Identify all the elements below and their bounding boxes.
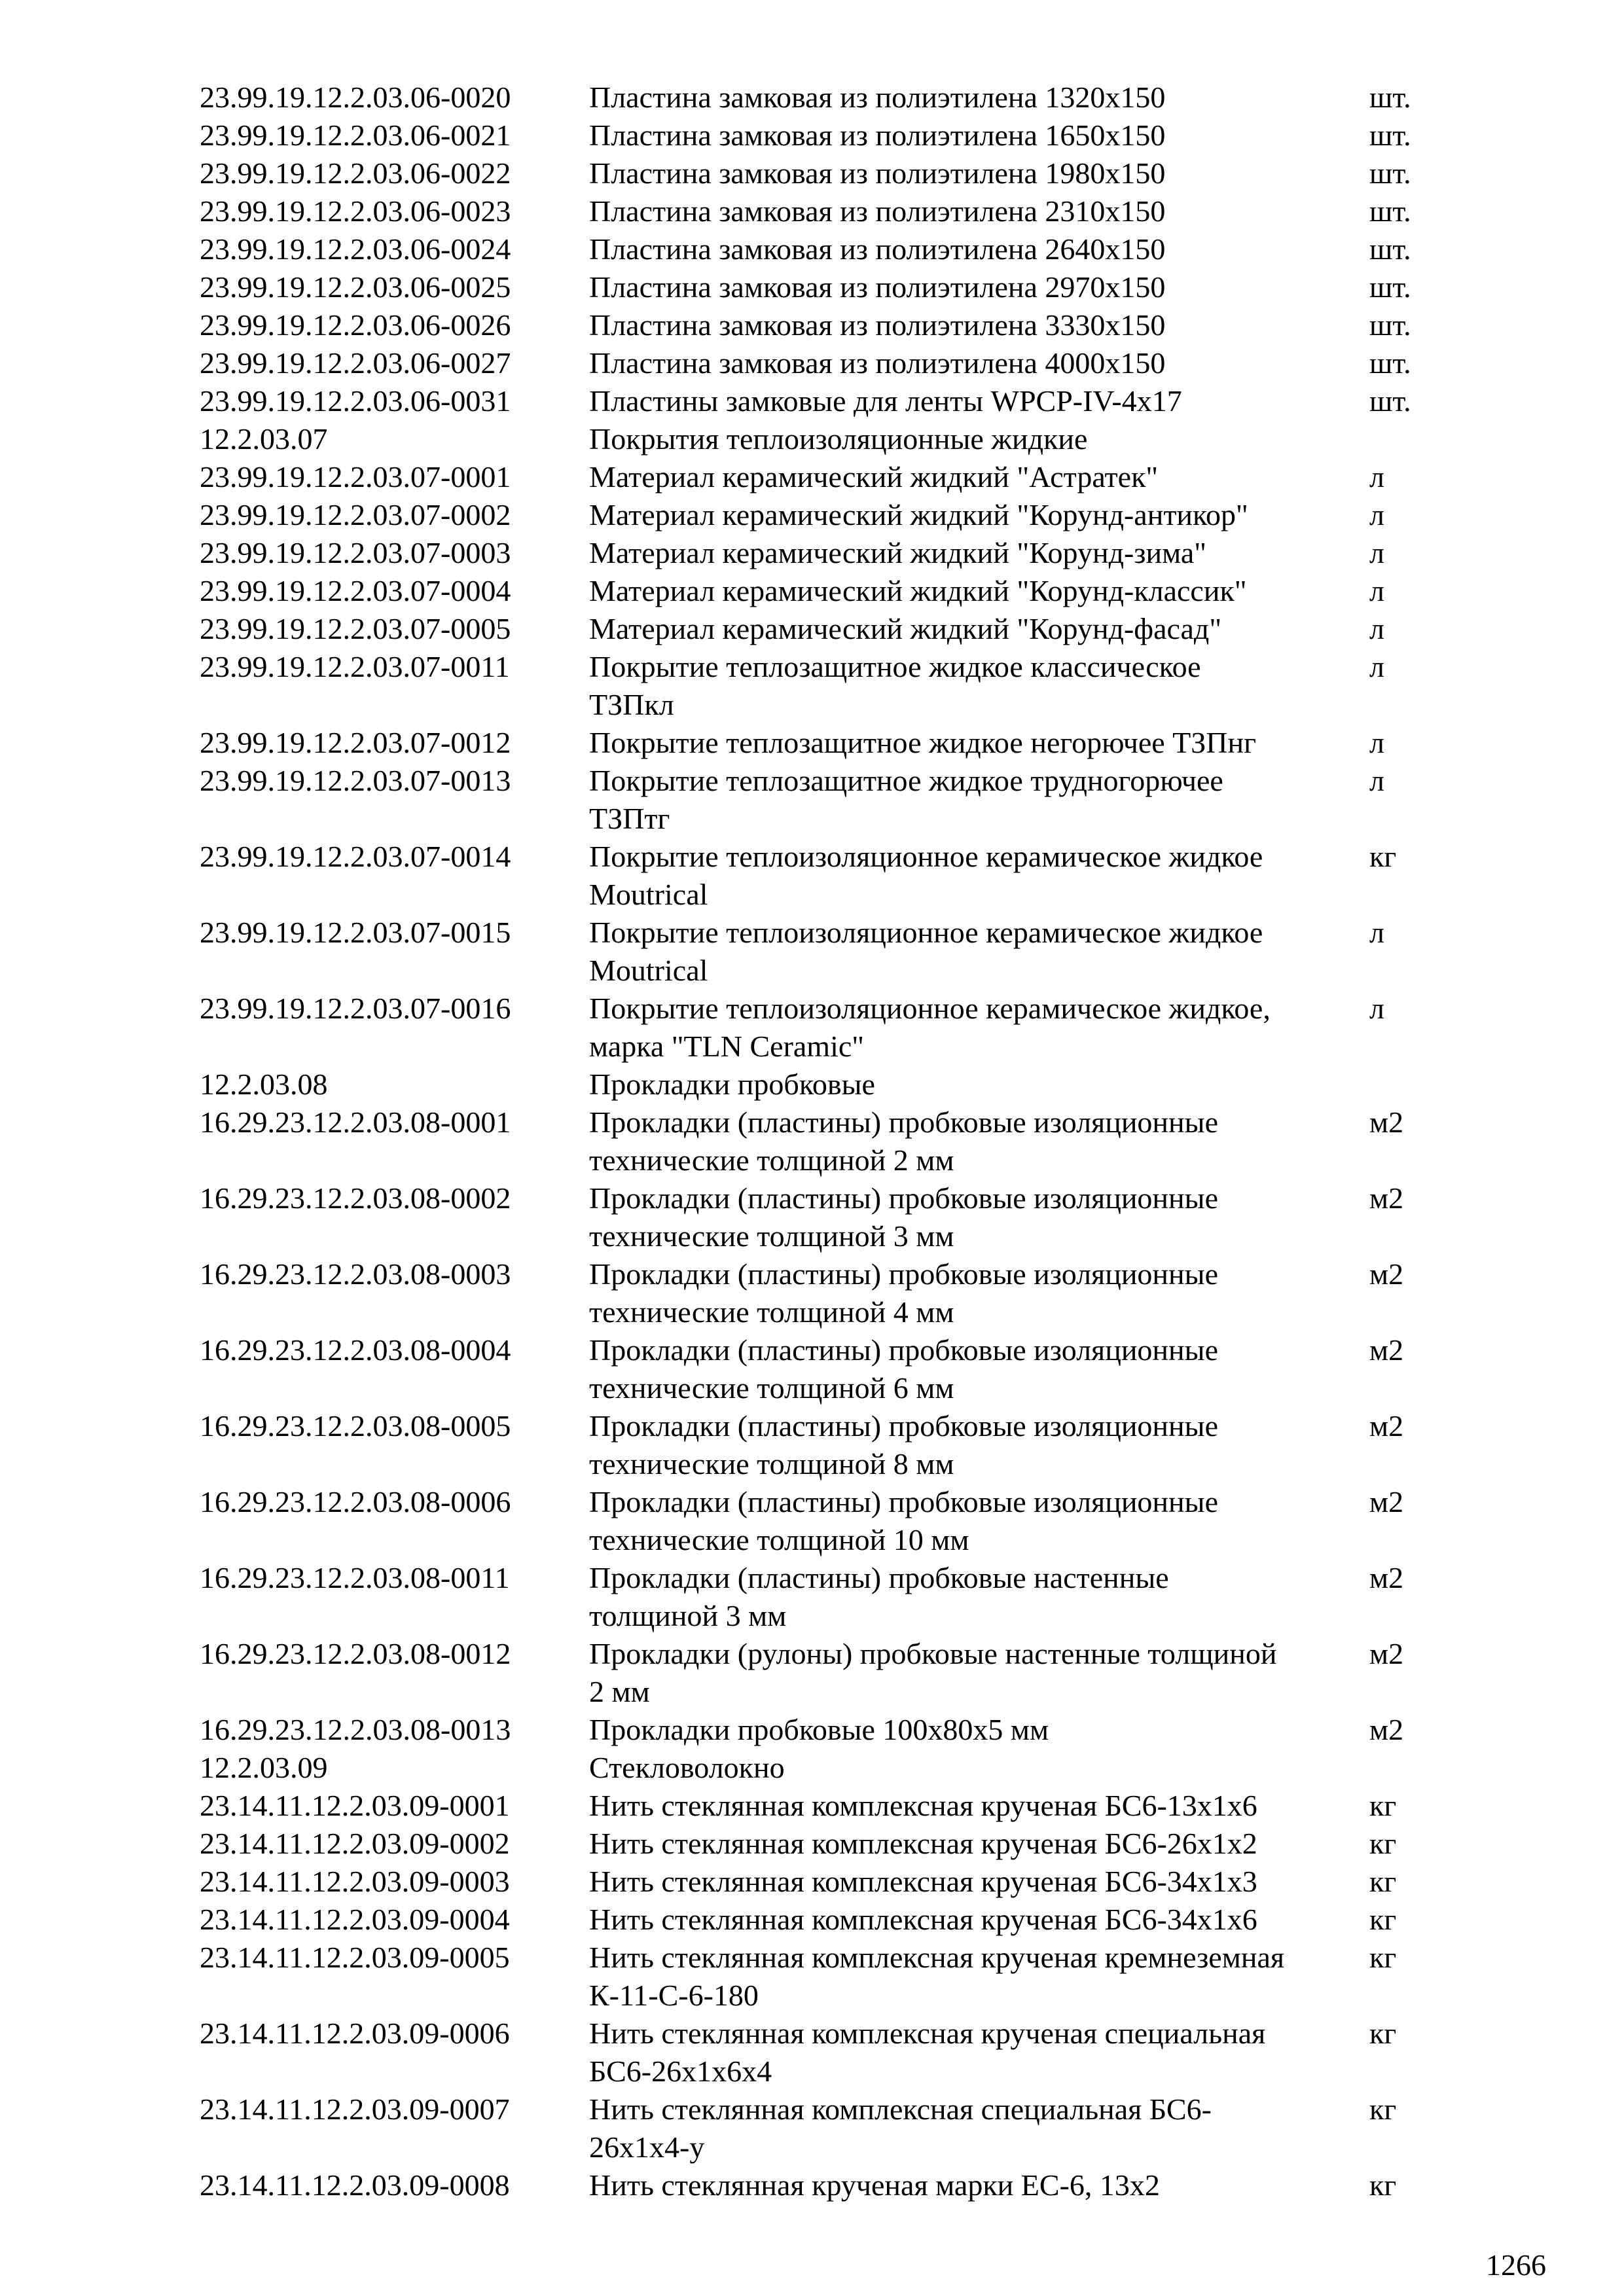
resource-code: 23.14.11.12.2.03.09-0007 bbox=[200, 2092, 510, 2126]
resource-code: 12.2.03.07 bbox=[200, 422, 328, 456]
resource-name bbox=[589, 344, 1362, 382]
resource-code: 23.99.19.12.2.03.07-0005 bbox=[200, 612, 511, 645]
resource-name bbox=[589, 1635, 1362, 1711]
unit-of-measure: л bbox=[1369, 612, 1384, 645]
table-row bbox=[200, 192, 1443, 230]
resource-name-line: Нить стеклянная комплексная крученая БС6-34х1х6 bbox=[589, 1903, 1257, 1936]
resource-code: 16.29.23.12.2.03.08-0006 bbox=[200, 1485, 511, 1518]
resource-code: 23.99.19.12.2.03.07-0004 bbox=[200, 574, 511, 607]
resource-name bbox=[589, 230, 1362, 268]
resource-name bbox=[589, 1066, 1362, 1103]
unit-of-measure: м2 bbox=[1369, 1257, 1404, 1291]
resource-name bbox=[589, 2090, 1362, 2166]
resource-code: 16.29.23.12.2.03.08-0003 bbox=[200, 1257, 511, 1291]
resource-code: 23.99.19.12.2.03.06-0024 bbox=[200, 232, 511, 266]
table-row bbox=[200, 572, 1443, 610]
resource-name bbox=[589, 534, 1362, 572]
resource-name-line: Прокладки (пластины) пробковые настенные bbox=[589, 1561, 1169, 1594]
table-row bbox=[200, 154, 1443, 192]
resource-name-line: Стекловолокно bbox=[589, 1751, 785, 1784]
resource-name-line: Нить стеклянная комплексная крученая БС6-34х1х3 bbox=[589, 1865, 1257, 1898]
resource-name bbox=[589, 306, 1362, 344]
unit-of-measure: кг bbox=[1369, 1941, 1397, 1974]
resource-name-line: Покрытие теплоизоляционное керамическое жидкое, bbox=[589, 992, 1271, 1025]
table-row bbox=[200, 990, 1443, 1066]
table-row bbox=[200, 1483, 1443, 1559]
unit-of-measure: м2 bbox=[1369, 1561, 1404, 1594]
resource-name-line: Прокладки (пластины) пробковые изоляционные bbox=[589, 1181, 1218, 1215]
resource-name-line: Пластины замковые для ленты WPCP-IV-4x17 bbox=[589, 384, 1182, 418]
resource-name bbox=[589, 724, 1362, 762]
resource-code: 12.2.03.08 bbox=[200, 1067, 328, 1101]
resource-name-line: толщиной 3 мм bbox=[589, 1599, 787, 1632]
resource-code: 23.99.19.12.2.03.07-0014 bbox=[200, 840, 511, 873]
resource-name-line: марка "TLN Ceramic" bbox=[589, 1030, 865, 1063]
unit-of-measure: л bbox=[1369, 650, 1384, 683]
unit-of-measure: м2 bbox=[1369, 1333, 1404, 1367]
unit-of-measure: шт. bbox=[1369, 156, 1411, 190]
resource-name-line: Покрытие теплоизоляционное керамическое жидкое bbox=[589, 840, 1263, 873]
unit-of-measure: м2 bbox=[1369, 1105, 1404, 1139]
unit-of-measure: л bbox=[1369, 916, 1384, 949]
resource-name bbox=[589, 1255, 1362, 1331]
table-row bbox=[200, 1711, 1443, 1749]
resource-code: 16.29.23.12.2.03.08-0013 bbox=[200, 1713, 511, 1746]
table-row bbox=[200, 458, 1443, 496]
unit-of-measure: м2 bbox=[1369, 1637, 1404, 1670]
resource-name-line: Пластина замковая из полиэтилена 1980х150 bbox=[589, 156, 1166, 190]
resource-code: 23.99.19.12.2.03.06-0025 bbox=[200, 270, 511, 304]
table-row bbox=[200, 1255, 1443, 1331]
table-row bbox=[200, 2166, 1443, 2204]
resource-name-line: Пластина замковая из полиэтилена 2310х150 bbox=[589, 194, 1166, 228]
resource-code: 23.99.19.12.2.03.07-0015 bbox=[200, 916, 511, 949]
resource-code: 23.14.11.12.2.03.09-0001 bbox=[200, 1789, 510, 1822]
resource-code: 23.14.11.12.2.03.09-0002 bbox=[200, 1827, 510, 1860]
table-row bbox=[200, 534, 1443, 572]
resource-code: 23.99.19.12.2.03.06-0031 bbox=[200, 384, 511, 418]
resource-name bbox=[589, 79, 1362, 117]
table-row bbox=[200, 1901, 1443, 1939]
resource-name-line: Пластина замковая из полиэтилена 1320х150 bbox=[589, 81, 1166, 114]
resource-name-line: Прокладки (пластины) пробковые изоляционные bbox=[589, 1333, 1218, 1367]
resource-name bbox=[589, 1483, 1362, 1559]
resource-code: 12.2.03.09 bbox=[200, 1751, 328, 1784]
resource-name bbox=[589, 382, 1362, 420]
resource-name-line: Материал керамический жидкий "Корунд-классик" bbox=[589, 574, 1247, 607]
resource-name-line: Прокладки пробковые 100х80х5 мм bbox=[589, 1713, 1049, 1746]
resource-code: 23.99.19.12.2.03.06-0023 bbox=[200, 194, 511, 228]
resource-name-line: 26х1х4-у bbox=[589, 2130, 705, 2164]
table-row bbox=[200, 230, 1443, 268]
unit-of-measure: л bbox=[1369, 764, 1384, 797]
resource-code: 23.14.11.12.2.03.09-0008 bbox=[200, 2168, 510, 2202]
table-row bbox=[200, 1939, 1443, 2015]
resource-code: 23.99.19.12.2.03.07-0001 bbox=[200, 460, 511, 493]
resource-name-line: Нить стеклянная комплексная крученая БС6-26х1х2 bbox=[589, 1827, 1257, 1860]
unit-of-measure: кг bbox=[1369, 1903, 1397, 1936]
resource-name bbox=[589, 1407, 1362, 1483]
resource-name bbox=[589, 1749, 1362, 1787]
resource-table bbox=[200, 79, 1443, 2204]
resource-name-line: Нить стеклянная комплексная крученая БС6-13х1х6 bbox=[589, 1789, 1257, 1822]
table-row bbox=[200, 496, 1443, 534]
table-row bbox=[200, 2090, 1443, 2166]
unit-of-measure: м2 bbox=[1369, 1181, 1404, 1215]
table-row bbox=[200, 762, 1443, 838]
resource-name bbox=[589, 1711, 1362, 1749]
unit-of-measure: кг bbox=[1369, 2092, 1397, 2126]
unit-of-measure: кг bbox=[1369, 1789, 1397, 1822]
resource-code: 23.99.19.12.2.03.06-0022 bbox=[200, 156, 511, 190]
resource-name-line: Материал керамический жидкий "Корунд-антикор" bbox=[589, 498, 1248, 531]
resource-name-line: технические толщиной 4 мм bbox=[589, 1295, 954, 1329]
resource-name-line: технические толщиной 8 мм bbox=[589, 1447, 954, 1480]
unit-of-measure: кг bbox=[1369, 1865, 1397, 1898]
resource-name-line: Пластина замковая из полиэтилена 4000х150 bbox=[589, 346, 1166, 380]
table-row bbox=[200, 382, 1443, 420]
unit-of-measure: кг bbox=[1369, 2017, 1397, 2050]
resource-name-line: Нить стеклянная комплексная специальная БС6- bbox=[589, 2092, 1212, 2126]
unit-of-measure: л bbox=[1369, 574, 1384, 607]
resource-name-line: Покрытие теплозащитное жидкое трудногорючее bbox=[589, 764, 1223, 797]
unit-of-measure: кг bbox=[1369, 2168, 1397, 2202]
table-row bbox=[200, 1331, 1443, 1407]
resource-name-line: ТЗПтг bbox=[589, 802, 670, 835]
resource-name-line: ТЗПкл bbox=[589, 688, 674, 721]
table-row bbox=[200, 648, 1443, 724]
resource-code: 23.99.19.12.2.03.07-0002 bbox=[200, 498, 511, 531]
resource-name-line: Moutrical bbox=[589, 878, 708, 911]
resource-name bbox=[589, 838, 1362, 914]
unit-of-measure: шт. bbox=[1369, 81, 1411, 114]
unit-of-measure: м2 bbox=[1369, 1409, 1404, 1443]
unit-of-measure: м2 bbox=[1369, 1713, 1404, 1746]
table-row bbox=[200, 1179, 1443, 1255]
unit-of-measure: шт. bbox=[1369, 346, 1411, 380]
table-row bbox=[200, 724, 1443, 762]
table-row bbox=[200, 1825, 1443, 1863]
unit-of-measure: м2 bbox=[1369, 1485, 1404, 1518]
resource-name-line: технические толщиной 2 мм bbox=[589, 1143, 954, 1177]
resource-code: 16.29.23.12.2.03.08-0001 bbox=[200, 1105, 511, 1139]
resource-name-line: Покрытие теплозащитное жидкое классическое bbox=[589, 650, 1201, 683]
resource-name bbox=[589, 420, 1362, 458]
resource-name bbox=[589, 1331, 1362, 1407]
unit-of-measure: шт. bbox=[1369, 270, 1411, 304]
table-row bbox=[200, 344, 1443, 382]
unit-of-measure: л bbox=[1369, 726, 1384, 759]
resource-name-line: Прокладки (рулоны) пробковые настенные толщиной bbox=[589, 1637, 1277, 1670]
table-row bbox=[200, 420, 1443, 458]
resource-name-line: Нить стеклянная комплексная крученая специальная bbox=[589, 2017, 1266, 2050]
resource-code: 16.29.23.12.2.03.08-0011 bbox=[200, 1561, 510, 1594]
table-row bbox=[200, 117, 1443, 154]
resource-name bbox=[589, 572, 1362, 610]
resource-name-line: 2 мм bbox=[589, 1675, 650, 1708]
resource-code: 23.14.11.12.2.03.09-0003 bbox=[200, 1865, 510, 1898]
table-row bbox=[200, 2015, 1443, 2090]
resource-name-line: К-11-С-6-180 bbox=[589, 1979, 759, 2012]
unit-of-measure: шт. bbox=[1369, 308, 1411, 342]
resource-name bbox=[589, 1787, 1362, 1825]
unit-of-measure: шт. bbox=[1369, 194, 1411, 228]
table-row bbox=[200, 1103, 1443, 1179]
resource-code: 16.29.23.12.2.03.08-0002 bbox=[200, 1181, 511, 1215]
table-row bbox=[200, 1863, 1443, 1901]
table-row bbox=[200, 1749, 1443, 1787]
resource-name bbox=[589, 2166, 1362, 2204]
resource-name bbox=[589, 1103, 1362, 1179]
resource-name bbox=[589, 458, 1362, 496]
table-row bbox=[200, 79, 1443, 117]
resource-name bbox=[589, 1179, 1362, 1255]
resource-name bbox=[589, 914, 1362, 990]
resource-name-line: Прокладки (пластины) пробковые изоляционные bbox=[589, 1409, 1218, 1443]
resource-name bbox=[589, 1901, 1362, 1939]
resource-name bbox=[589, 192, 1362, 230]
unit-of-measure: шт. bbox=[1369, 384, 1411, 418]
resource-name-line: БС6-26х1х6х4 bbox=[589, 2054, 772, 2088]
resource-code: 23.99.19.12.2.03.07-0016 bbox=[200, 992, 511, 1025]
resource-code: 23.99.19.12.2.03.06-0021 bbox=[200, 118, 511, 152]
resource-code: 23.99.19.12.2.03.07-0003 bbox=[200, 536, 511, 569]
resource-name bbox=[589, 610, 1362, 648]
resource-name-line: Прокладки пробковые bbox=[589, 1067, 875, 1101]
resource-name bbox=[589, 496, 1362, 534]
resource-name-line: Пластина замковая из полиэтилена 1650х150 bbox=[589, 118, 1166, 152]
resource-name-line: технические толщиной 10 мм bbox=[589, 1523, 969, 1556]
resource-code: 23.99.19.12.2.03.06-0027 bbox=[200, 346, 511, 380]
resource-code: 23.99.19.12.2.03.07-0013 bbox=[200, 764, 511, 797]
resource-name bbox=[589, 1863, 1362, 1901]
resource-name-line: технические толщиной 6 мм bbox=[589, 1371, 954, 1405]
resource-name-line: Нить стеклянная комплексная крученая кремнеземная bbox=[589, 1941, 1285, 1974]
resource-name bbox=[589, 154, 1362, 192]
resource-code: 23.99.19.12.2.03.06-0026 bbox=[200, 308, 511, 342]
resource-name-line: Материал керамический жидкий "Корунд-фасад" bbox=[589, 612, 1222, 645]
resource-name bbox=[589, 762, 1362, 838]
table-row bbox=[200, 306, 1443, 344]
table-row bbox=[200, 1407, 1443, 1483]
unit-of-measure: л bbox=[1369, 536, 1384, 569]
unit-of-measure: л bbox=[1369, 460, 1384, 493]
resource-name-line: технические толщиной 3 мм bbox=[589, 1219, 954, 1253]
table-row bbox=[200, 1559, 1443, 1635]
resource-name-line: Moutrical bbox=[589, 954, 708, 987]
table-row bbox=[200, 268, 1443, 306]
resource-code: 16.29.23.12.2.03.08-0005 bbox=[200, 1409, 511, 1443]
resource-name-line: Покрытия теплоизоляционные жидкие bbox=[589, 422, 1088, 456]
resource-name bbox=[589, 648, 1362, 724]
resource-name bbox=[589, 2015, 1362, 2090]
resource-code: 23.14.11.12.2.03.09-0006 bbox=[200, 2017, 510, 2050]
resource-code: 23.99.19.12.2.03.07-0011 bbox=[200, 650, 510, 683]
resource-name bbox=[589, 990, 1362, 1066]
unit-of-measure: кг bbox=[1369, 1827, 1397, 1860]
resource-name-line: Покрытие теплозащитное жидкое негорючее ТЗПнг bbox=[589, 726, 1257, 759]
table-row bbox=[200, 914, 1443, 990]
resource-name-line: Пластина замковая из полиэтилена 3330х150 bbox=[589, 308, 1166, 342]
resource-name-line: Материал керамический жидкий "Корунд-зима" bbox=[589, 536, 1207, 569]
unit-of-measure: шт. bbox=[1369, 118, 1411, 152]
table-row bbox=[200, 1066, 1443, 1103]
resource-name bbox=[589, 268, 1362, 306]
unit-of-measure: л bbox=[1369, 992, 1384, 1025]
resource-name-line: Прокладки (пластины) пробковые изоляционные bbox=[589, 1105, 1218, 1139]
unit-of-measure: кг bbox=[1369, 840, 1397, 873]
resource-code: 16.29.23.12.2.03.08-0012 bbox=[200, 1637, 511, 1670]
resource-name-line: Прокладки (пластины) пробковые изоляционные bbox=[589, 1257, 1218, 1291]
resource-name-line: Прокладки (пластины) пробковые изоляционные bbox=[589, 1485, 1218, 1518]
page-number: 1266 bbox=[1486, 2248, 1546, 2282]
table-row bbox=[200, 1635, 1443, 1711]
table-row bbox=[200, 838, 1443, 914]
resource-name-line: Пластина замковая из полиэтилена 2970х150 bbox=[589, 270, 1166, 304]
resource-code: 16.29.23.12.2.03.08-0004 bbox=[200, 1333, 511, 1367]
resource-name bbox=[589, 117, 1362, 154]
table-row bbox=[200, 1787, 1443, 1825]
resource-name bbox=[589, 1825, 1362, 1863]
unit-of-measure: л bbox=[1369, 498, 1384, 531]
resource-code: 23.99.19.12.2.03.07-0012 bbox=[200, 726, 511, 759]
unit-of-measure: шт. bbox=[1369, 232, 1411, 266]
resource-name-line: Материал керамический жидкий "Астратек" bbox=[589, 460, 1159, 493]
resource-code: 23.99.19.12.2.03.06-0020 bbox=[200, 81, 511, 114]
resource-name bbox=[589, 1939, 1362, 2015]
resource-name-line: Покрытие теплоизоляционное керамическое жидкое bbox=[589, 916, 1263, 949]
resource-name bbox=[589, 1559, 1362, 1635]
resource-code: 23.14.11.12.2.03.09-0004 bbox=[200, 1903, 510, 1936]
resource-name-line: Нить стеклянная крученая марки ЕС-6, 13х2 bbox=[589, 2168, 1160, 2202]
table-row bbox=[200, 610, 1443, 648]
resource-code: 23.14.11.12.2.03.09-0005 bbox=[200, 1941, 510, 1974]
resource-name-line: Пластина замковая из полиэтилена 2640х150 bbox=[589, 232, 1166, 266]
